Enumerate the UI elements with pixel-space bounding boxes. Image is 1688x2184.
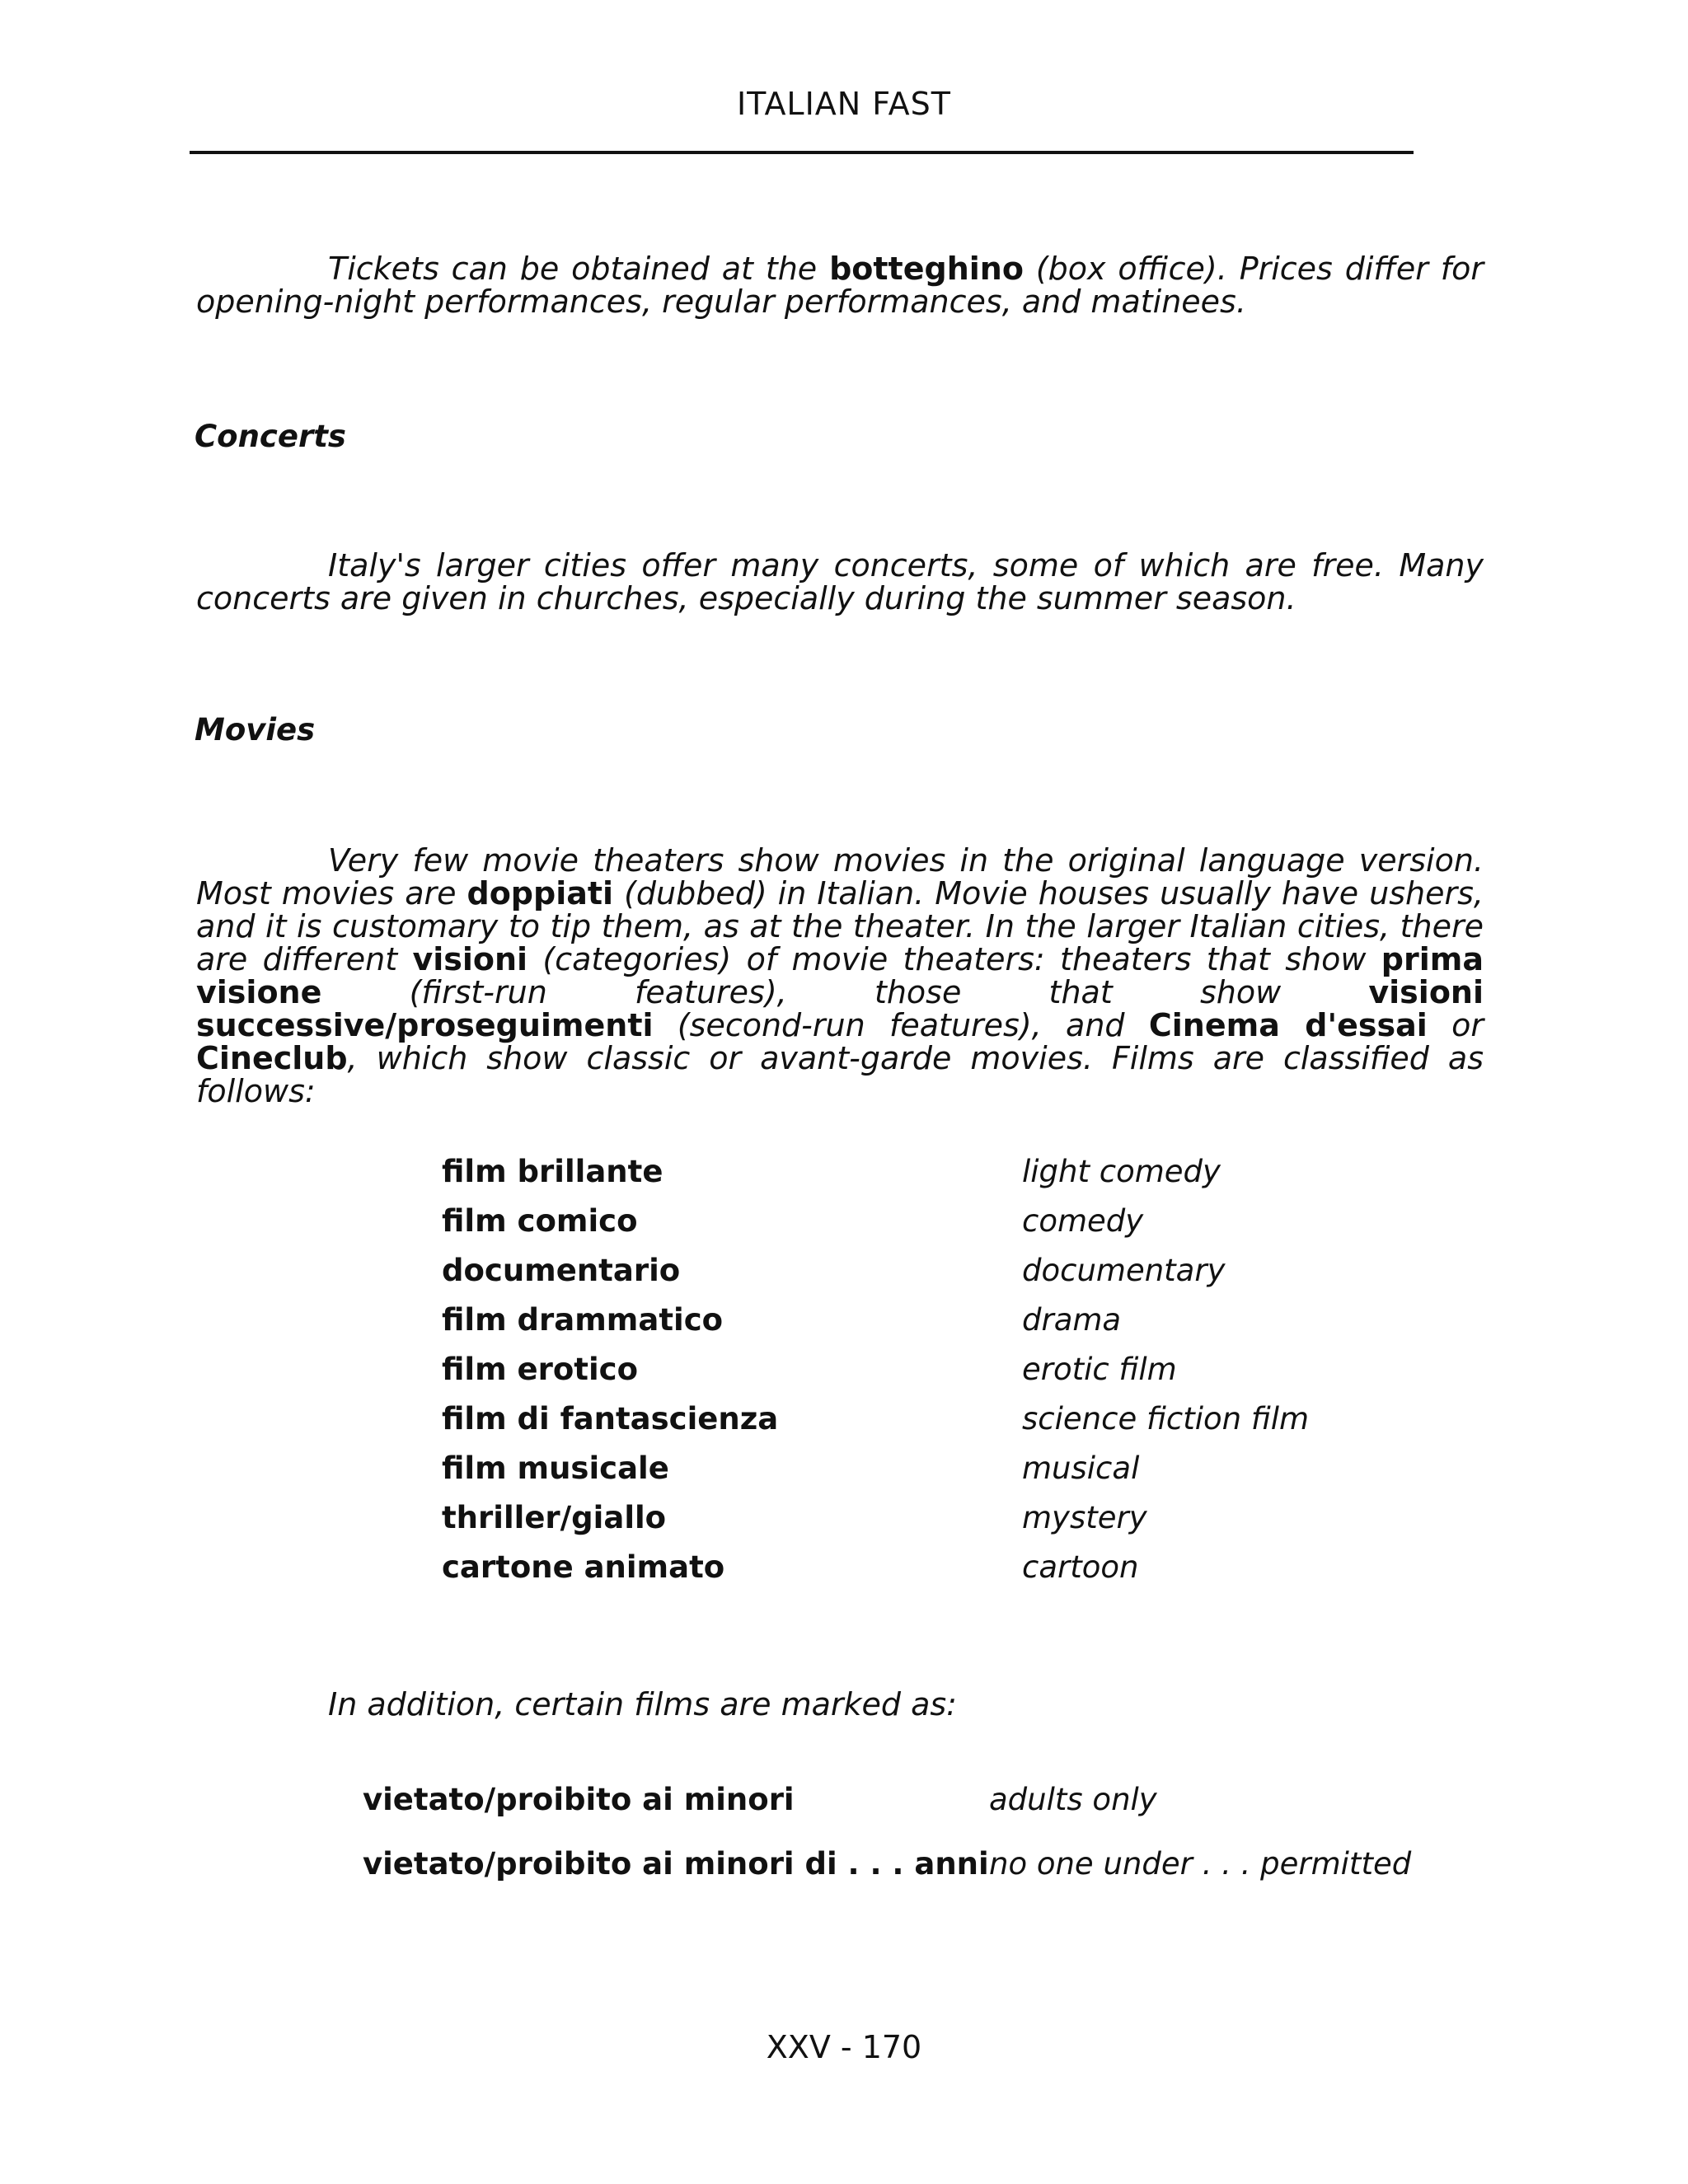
vocab-italian: film erotico — [442, 1352, 639, 1387]
rating-row — [0, 1846, 1688, 1896]
vocab-italian: film drammatico — [442, 1302, 724, 1338]
running-title: ITALIAN FAST — [736, 86, 952, 122]
vocab-english: erotic film — [1022, 1352, 1177, 1387]
term-prima-visione: prima visione — [196, 941, 1484, 1010]
term-botteghino: botteghino — [829, 251, 1024, 287]
vocab-italian: thriller/giallo — [442, 1500, 667, 1535]
rating-row — [0, 1782, 1688, 1831]
vocab-row — [0, 1401, 1688, 1451]
vocab-row — [0, 1352, 1688, 1401]
header-rule — [190, 151, 1414, 154]
tickets-paragraph — [196, 252, 1484, 318]
movies-text-3: (categories) of movie theaters: theaters that show — [528, 941, 1381, 977]
vocab-english: drama — [1022, 1302, 1122, 1338]
vocab-row — [0, 1203, 1688, 1253]
movies-text-5: (second-run features), and — [653, 1007, 1149, 1043]
movies-text-6: or — [1427, 1007, 1484, 1043]
vocab-row — [0, 1549, 1688, 1599]
vocab-italian: film brillante — [442, 1154, 663, 1189]
movies-paragraph — [196, 844, 1484, 1108]
vocab-english: light comedy — [1022, 1154, 1221, 1189]
page-number: XXV - 170 — [766, 2029, 922, 2065]
concerts-paragraph — [196, 549, 1484, 615]
vocab-italian: documentario — [442, 1253, 681, 1288]
vocab-italian: film di fantascienza — [442, 1401, 779, 1436]
vocab-italian: film musicale — [442, 1451, 669, 1486]
rating-english: adults only — [989, 1782, 1157, 1817]
term-cineclub: Cineclub — [196, 1040, 348, 1076]
term-visioni-successive: visioni successive/proseguimenti — [196, 974, 1484, 1043]
movies-text-4: (first-run features), those that show — [321, 974, 1369, 1010]
vocab-italian: film comico — [442, 1203, 638, 1239]
concerts-heading: Concerts — [195, 419, 346, 454]
movies-heading: Movies — [195, 712, 316, 748]
ratings-intro: In addition, certain films are marked as: — [328, 1686, 957, 1722]
term-doppiati: doppiati — [467, 875, 614, 912]
vocab-english: comedy — [1022, 1203, 1144, 1239]
vocab-english: cartoon — [1022, 1549, 1139, 1585]
movies-text-7: , which show classic or avant-garde movies. Films are classified as follows: — [196, 1040, 1484, 1109]
tickets-text-2: (box office). Prices differ for opening-night performances, regular performances, and matinees. — [196, 251, 1484, 320]
vocab-english: documentary — [1022, 1253, 1226, 1288]
vocab-row — [0, 1500, 1688, 1549]
term-cinema-dessai: Cinema d'essai — [1148, 1007, 1428, 1043]
rating-english: no one under . . . permitted — [989, 1846, 1412, 1882]
rating-italian: vietato/proibito ai minori di . . . anni — [363, 1846, 989, 1882]
vocab-row — [0, 1302, 1688, 1352]
vocab-row — [0, 1154, 1688, 1203]
term-visioni: visioni — [412, 941, 528, 977]
tickets-text-1: Tickets can be obtained at the — [328, 251, 830, 287]
vocab-english: mystery — [1022, 1500, 1147, 1535]
rating-italian: vietato/proibito ai minori — [363, 1782, 795, 1817]
movies-text-1: Very few movie theaters show movies in the original language version. Most movies are — [196, 842, 1484, 912]
vocab-row — [0, 1253, 1688, 1302]
vocab-english: science fiction film — [1022, 1401, 1310, 1436]
movies-text-2: (dubbed) in Italian. Movie houses usually have ushers, and it is customary to tip them, as at the theater. In the larger Italian cities, there are different — [196, 875, 1484, 977]
concerts-text: Italy's larger cities offer many concerts, some of which are free. Many concerts are given in churches, especially during the summer season. — [196, 547, 1484, 616]
vocab-english: musical — [1022, 1451, 1140, 1486]
vocab-row — [0, 1451, 1688, 1500]
vocab-italian: cartone animato — [442, 1549, 725, 1585]
